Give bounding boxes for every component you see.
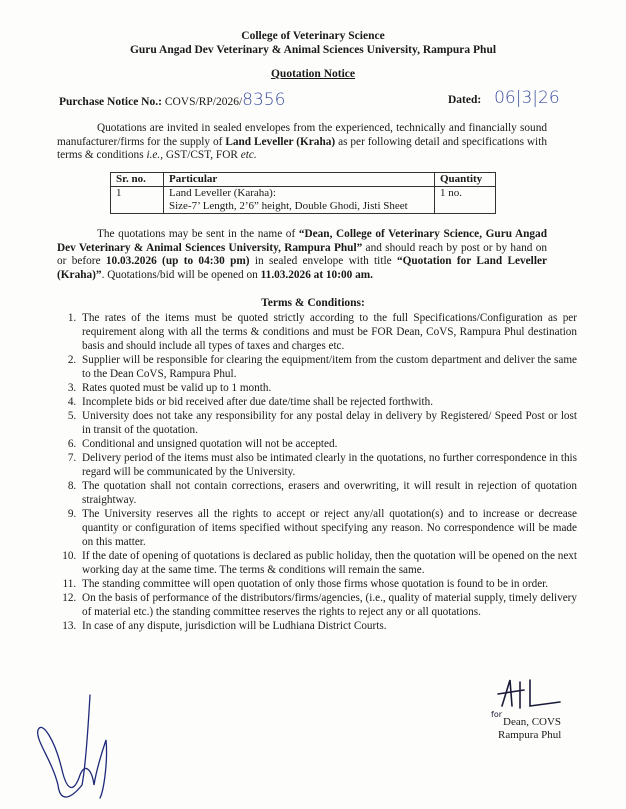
- header-quantity: Quantity: [435, 173, 496, 187]
- terms-title: Terms & Conditions:: [261, 297, 365, 309]
- header-sr-no: Sr. no.: [111, 173, 164, 187]
- addressee: “Dean, College of Veterinary Science, Guru Angad Dev Veterinary & Animal Sciences University, Rampura Phul”: [57, 228, 547, 254]
- submission-paragraph: [57, 228, 547, 282]
- items-table: [110, 172, 496, 214]
- term-item: 3. Rates quoted must be valid up to 1 month.: [79, 381, 577, 395]
- term-item: 13. In case of any dispute, jurisdiction will be Ludhiana District Courts.: [79, 619, 577, 633]
- term-item: 10. If the date of opening of quotations is declared as public holiday, then the quotation will be opened on the next working day at the same time. The terms & conditions will remain the same.: [79, 549, 577, 577]
- submission-text: and should reach by post or by hand on or before: [57, 241, 547, 267]
- intro-text: as per following detail and specifications with terms & conditions: [57, 135, 547, 161]
- dated-label: Dated:: [448, 94, 482, 106]
- purchase-notice-label: Purchase Notice No.:: [59, 96, 162, 108]
- for-mark: for: [491, 710, 502, 719]
- particular-line: Size-7’ Length, 2’6” height, Double Ghodi, Jisti Sheet: [169, 200, 408, 212]
- header-particular: Particular: [164, 173, 435, 187]
- table-header-row: [111, 173, 496, 187]
- term-item: 4. Incomplete bids or bid received after due date/time shall be rejected forthwith.: [79, 395, 577, 409]
- dean-signature-icon: [490, 676, 580, 716]
- handwritten-notice-number: 8356: [242, 90, 286, 110]
- intro-text: Quotations are invited in sealed envelopes from the experienced, technically and financially sound manufacturer/firms for the supply of: [57, 122, 547, 148]
- particular-line: Land Leveller (Karaha):: [169, 187, 276, 199]
- submission-text: in sealed envelope with title: [249, 255, 397, 267]
- term-item: 2. Supplier will be responsible for clearing the equipment/item from the custom department and deliver the same to the Dean CoVS, Rampura Phul.: [79, 353, 577, 381]
- signatory-place: Rampura Phul: [498, 729, 562, 741]
- signatory-designation: Dean, COVS: [503, 716, 562, 728]
- term-item: 12. On the basis of performance of the distributors/firms/agencies, (i.e., quality of material supply, timely delivery of material etc.) the standing committee reserves the rights to reject any or all quotations.: [79, 591, 577, 619]
- cell-sr-no: 1: [111, 187, 164, 214]
- term-item: 8. The quotation shall not contain corrections, erasers and overwriting, it will result in rejection of quotation straightway.: [79, 479, 577, 507]
- term-item: 9. The University reserves all the rights to accept or reject any/all quotation(s) and to increase or decrease quantity or configuration of items specified without specifying any reason. No correspondence will be made on this matter.: [79, 507, 577, 549]
- handwritten-signature-icon: [30, 690, 130, 805]
- term-item: 6. Conditional and unsigned quotation will not be accepted.: [79, 437, 577, 451]
- handwritten-date: 06|3|26: [494, 88, 560, 108]
- submission-text: . Quotations/bid will be opened on: [101, 268, 261, 281]
- term-item: 7. Delivery period of the items must also be intimated clearly in the quotations, no further correspondence in this regard will be communicated by the University.: [79, 451, 577, 479]
- opening-date: 11.03.2026 at 10:00 am.: [260, 268, 373, 281]
- university-name: Guru Angad Dev Veterinary & Animal Sciences University, Rampura Phul: [129, 44, 497, 56]
- college-name: College of Veterinary Science: [241, 30, 385, 42]
- intro-text: GST/CST, FOR: [163, 149, 241, 161]
- purchase-notice-line: [59, 90, 285, 110]
- terms-list: [57, 311, 577, 633]
- document-title: Quotation Notice: [270, 68, 355, 80]
- intro-text: etc.: [240, 149, 257, 161]
- cell-quantity: 1 no.: [435, 187, 496, 214]
- term-item: 11. The standing committee will open quotation of only those firms whose quotation is found to be in order.: [79, 577, 577, 591]
- dated-line: [448, 88, 560, 108]
- intro-text: i.e.,: [146, 149, 164, 161]
- submission-text: The quotations may be sent in the name of: [97, 228, 299, 240]
- term-item: 1. The rates of the items must be quoted strictly according to the full Specifications/Configuration as per requirement along with all the terms & conditions and must be FOR Dean, CoVS, Rampura Phul destination basis and should include all types of taxes and charges etc.: [79, 311, 577, 353]
- purchase-notice-prefix: COVS/RP/2026/: [164, 96, 243, 108]
- envelope-title: “Quotation for Land Leveller (Kraha)”: [57, 255, 547, 281]
- cell-particular: [164, 187, 435, 214]
- item-name: Land Leveller (Kraha): [225, 135, 336, 148]
- due-date: 10.03.2026 (up to 04:30 pm): [105, 255, 250, 267]
- intro-paragraph: [57, 122, 547, 163]
- table-row: [111, 187, 496, 214]
- term-item: 5. University does not take any responsibility for any postal delay in delivery by Registered/ Speed Post or lost in transit of the quotation.: [79, 409, 577, 437]
